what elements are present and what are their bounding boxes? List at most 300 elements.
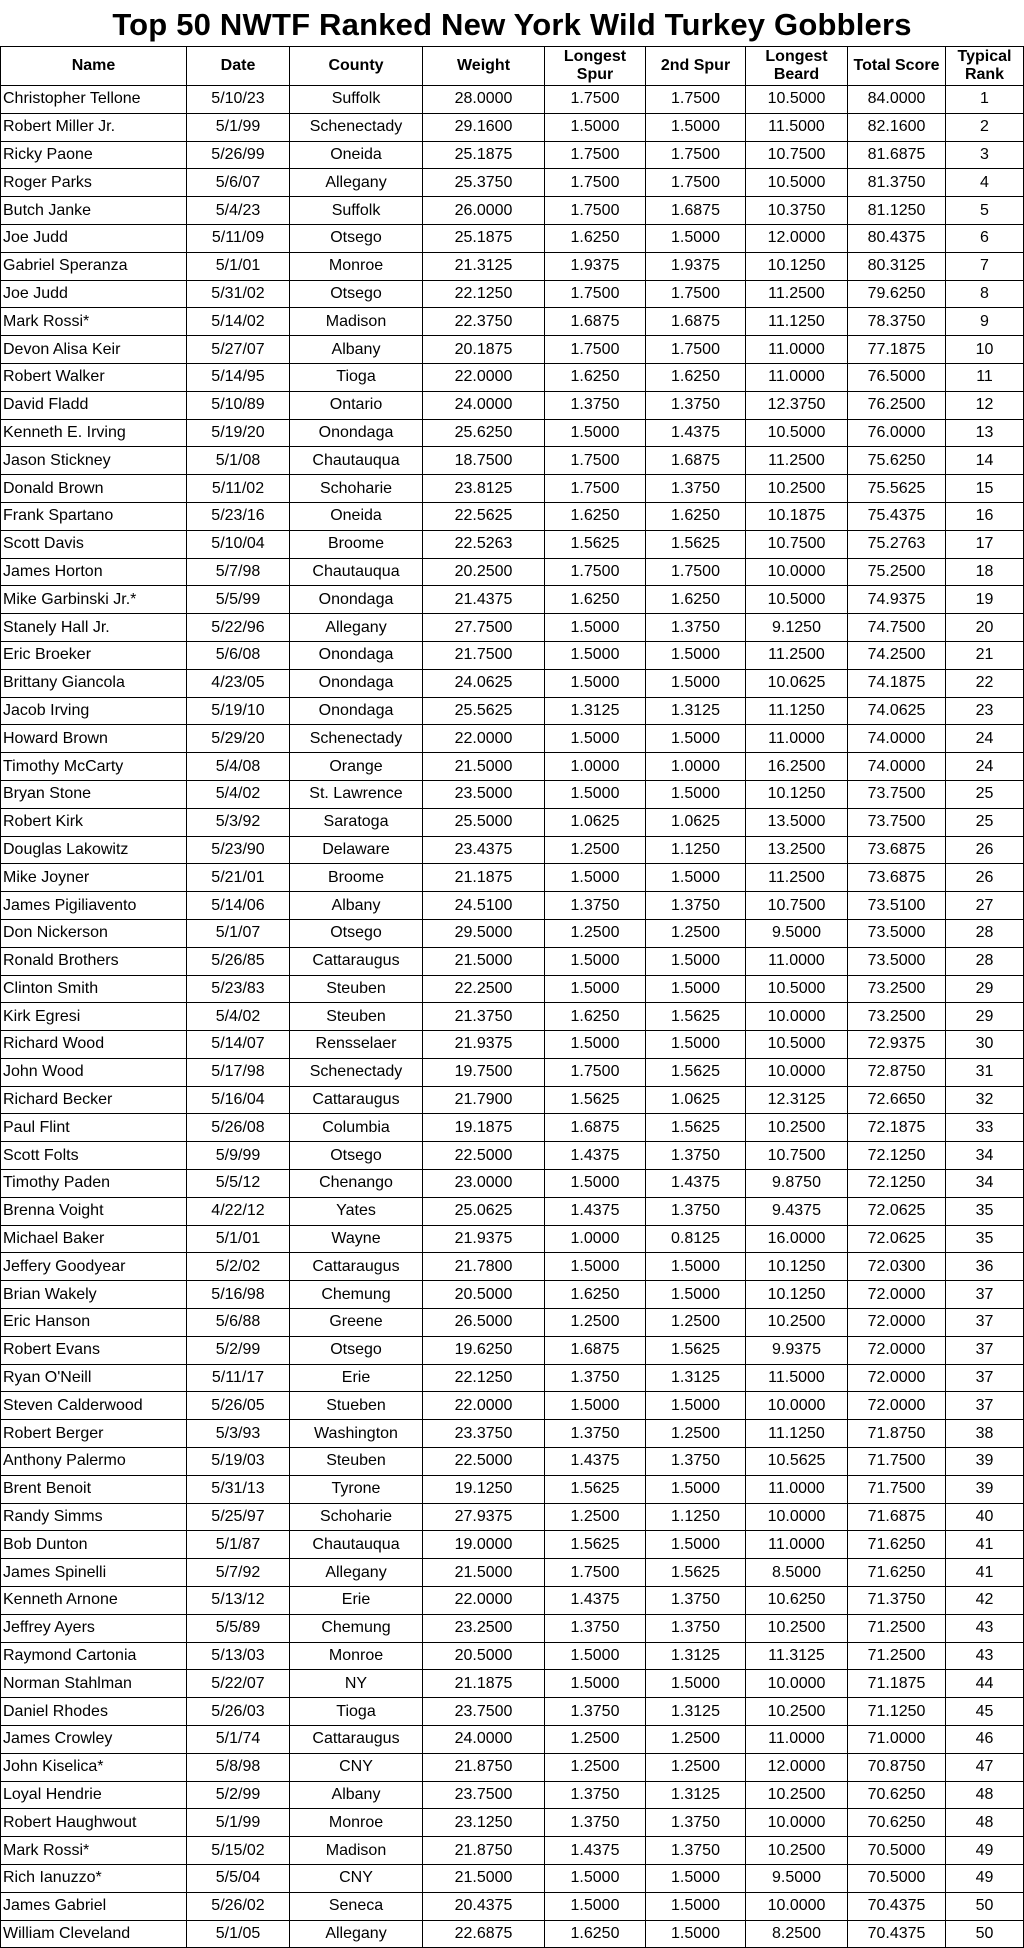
cell-name: Roger Parks xyxy=(1,169,187,197)
cell-longest-spur: 1.5000 xyxy=(545,725,646,753)
cell-2nd-spur: 1.5000 xyxy=(646,1475,746,1503)
cell-weight: 20.1875 xyxy=(423,336,545,364)
cell-total-score: 72.0000 xyxy=(848,1364,946,1392)
cell-county: Monroe xyxy=(290,1809,423,1837)
cell-county: Cattaraugus xyxy=(290,1726,423,1754)
cell-weight: 25.1875 xyxy=(423,141,545,169)
table-row xyxy=(1,1753,1024,1781)
cell-name: James Pigiliavento xyxy=(1,892,187,920)
cell-2nd-spur: 1.5625 xyxy=(646,530,746,558)
cell-total-score: 75.6250 xyxy=(848,447,946,475)
cell-weight: 22.0000 xyxy=(423,1587,545,1615)
cell-longest-beard: 10.2500 xyxy=(746,1614,848,1642)
cell-county: Suffolk xyxy=(290,86,423,114)
cell-date: 5/14/06 xyxy=(187,892,290,920)
table-row xyxy=(1,224,1024,252)
cell-typical-rank: 37 xyxy=(946,1392,1024,1420)
cell-longest-beard: 9.4375 xyxy=(746,1197,848,1225)
cell-county: Allegany xyxy=(290,1920,423,1948)
table-row xyxy=(1,1531,1024,1559)
column-header-typical-rank: Typical Rank xyxy=(946,47,1024,86)
cell-longest-spur: 1.7500 xyxy=(545,141,646,169)
cell-county: Onondaga xyxy=(290,641,423,669)
cell-typical-rank: 50 xyxy=(946,1920,1024,1948)
cell-weight: 21.5000 xyxy=(423,947,545,975)
cell-longest-beard: 10.5000 xyxy=(746,86,848,114)
cell-total-score: 73.5000 xyxy=(848,919,946,947)
cell-name: Robert Evans xyxy=(1,1336,187,1364)
cell-weight: 22.5625 xyxy=(423,502,545,530)
cell-date: 5/14/02 xyxy=(187,308,290,336)
cell-longest-spur: 1.2500 xyxy=(545,1753,646,1781)
cell-county: Monroe xyxy=(290,1642,423,1670)
cell-county: NY xyxy=(290,1670,423,1698)
table-row xyxy=(1,530,1024,558)
cell-total-score: 71.1875 xyxy=(848,1670,946,1698)
cell-date: 5/2/99 xyxy=(187,1781,290,1809)
cell-weight: 23.2500 xyxy=(423,1614,545,1642)
cell-typical-rank: 7 xyxy=(946,252,1024,280)
cell-2nd-spur: 1.5000 xyxy=(646,1670,746,1698)
cell-longest-beard: 10.0000 xyxy=(746,1003,848,1031)
cell-longest-beard: 10.0000 xyxy=(746,1809,848,1837)
table-row xyxy=(1,1865,1024,1893)
table-row xyxy=(1,864,1024,892)
cell-typical-rank: 32 xyxy=(946,1086,1024,1114)
cell-total-score: 74.0000 xyxy=(848,753,946,781)
cell-typical-rank: 34 xyxy=(946,1170,1024,1198)
table-row xyxy=(1,558,1024,586)
cell-longest-spur: 1.5625 xyxy=(545,1531,646,1559)
cell-typical-rank: 44 xyxy=(946,1670,1024,1698)
table-row xyxy=(1,1003,1024,1031)
cell-weight: 24.0000 xyxy=(423,1726,545,1754)
table-row xyxy=(1,586,1024,614)
header-row xyxy=(1,47,1024,86)
table-row xyxy=(1,1503,1024,1531)
cell-typical-rank: 42 xyxy=(946,1587,1024,1615)
cell-name: Rich Ianuzzo* xyxy=(1,1865,187,1893)
cell-longest-spur: 1.5000 xyxy=(545,947,646,975)
cell-2nd-spur: 1.3750 xyxy=(646,391,746,419)
column-header-2nd-spur: 2nd Spur xyxy=(646,47,746,86)
cell-weight: 23.8125 xyxy=(423,475,545,503)
cell-2nd-spur: 1.0000 xyxy=(646,753,746,781)
cell-county: Schenectady xyxy=(290,113,423,141)
cell-weight: 29.5000 xyxy=(423,919,545,947)
table-row xyxy=(1,780,1024,808)
cell-weight: 25.6250 xyxy=(423,419,545,447)
cell-2nd-spur: 1.7500 xyxy=(646,86,746,114)
cell-longest-beard: 9.8750 xyxy=(746,1170,848,1198)
cell-county: CNY xyxy=(290,1753,423,1781)
cell-weight: 23.3750 xyxy=(423,1420,545,1448)
cell-name: David Fladd xyxy=(1,391,187,419)
cell-longest-beard: 10.5000 xyxy=(746,169,848,197)
cell-weight: 25.0625 xyxy=(423,1197,545,1225)
cell-date: 5/6/88 xyxy=(187,1309,290,1337)
cell-2nd-spur: 1.2500 xyxy=(646,1420,746,1448)
cell-longest-beard: 11.5000 xyxy=(746,113,848,141)
cell-total-score: 76.5000 xyxy=(848,363,946,391)
cell-longest-beard: 11.3125 xyxy=(746,1642,848,1670)
cell-total-score: 75.4375 xyxy=(848,502,946,530)
cell-name: Robert Miller Jr. xyxy=(1,113,187,141)
page-title: Top 50 NWTF Ranked New York Wild Turkey Gobblers xyxy=(112,7,912,42)
cell-name: Norman Stahlman xyxy=(1,1670,187,1698)
cell-county: Broome xyxy=(290,530,423,558)
cell-2nd-spur: 1.5000 xyxy=(646,1392,746,1420)
cell-2nd-spur: 1.3125 xyxy=(646,1698,746,1726)
cell-longest-beard: 10.1250 xyxy=(746,1253,848,1281)
column-header-total-score: Total Score xyxy=(848,47,946,86)
cell-date: 5/1/87 xyxy=(187,1531,290,1559)
cell-longest-spur: 1.4375 xyxy=(545,1837,646,1865)
cell-weight: 23.1250 xyxy=(423,1809,545,1837)
cell-typical-rank: 37 xyxy=(946,1309,1024,1337)
cell-date: 5/4/02 xyxy=(187,1003,290,1031)
table-row xyxy=(1,141,1024,169)
cell-longest-spur: 1.6250 xyxy=(545,1281,646,1309)
cell-typical-rank: 2 xyxy=(946,113,1024,141)
cell-longest-beard: 10.5000 xyxy=(746,975,848,1003)
cell-date: 5/5/99 xyxy=(187,586,290,614)
cell-weight: 24.0625 xyxy=(423,669,545,697)
cell-longest-spur: 1.6250 xyxy=(545,1003,646,1031)
cell-weight: 21.5000 xyxy=(423,753,545,781)
cell-typical-rank: 26 xyxy=(946,864,1024,892)
table-row xyxy=(1,502,1024,530)
cell-typical-rank: 29 xyxy=(946,1003,1024,1031)
cell-county: Onondaga xyxy=(290,697,423,725)
cell-total-score: 70.5000 xyxy=(848,1865,946,1893)
cell-weight: 28.0000 xyxy=(423,86,545,114)
table-row xyxy=(1,892,1024,920)
cell-longest-spur: 1.5625 xyxy=(545,1475,646,1503)
cell-name: Christopher Tellone xyxy=(1,86,187,114)
cell-name: Mike Garbinski Jr.* xyxy=(1,586,187,614)
cell-typical-rank: 24 xyxy=(946,725,1024,753)
cell-county: Cattaraugus xyxy=(290,1253,423,1281)
cell-longest-beard: 11.1250 xyxy=(746,1420,848,1448)
cell-date: 5/7/92 xyxy=(187,1559,290,1587)
cell-weight: 21.1875 xyxy=(423,864,545,892)
cell-name: Don Nickerson xyxy=(1,919,187,947)
cell-longest-spur: 1.4375 xyxy=(545,1142,646,1170)
cell-name: Robert Walker xyxy=(1,363,187,391)
cell-date: 5/26/99 xyxy=(187,141,290,169)
cell-date: 5/19/20 xyxy=(187,419,290,447)
table-row xyxy=(1,1781,1024,1809)
cell-total-score: 79.6250 xyxy=(848,280,946,308)
cell-name: Scott Davis xyxy=(1,530,187,558)
cell-weight: 22.5000 xyxy=(423,1448,545,1476)
cell-total-score: 71.6250 xyxy=(848,1559,946,1587)
cell-total-score: 72.0300 xyxy=(848,1253,946,1281)
cell-date: 5/16/98 xyxy=(187,1281,290,1309)
cell-longest-beard: 10.0625 xyxy=(746,669,848,697)
cell-county: St. Lawrence xyxy=(290,780,423,808)
cell-2nd-spur: 1.5000 xyxy=(646,947,746,975)
cell-typical-rank: 34 xyxy=(946,1142,1024,1170)
cell-county: Albany xyxy=(290,892,423,920)
cell-name: Bryan Stone xyxy=(1,780,187,808)
cell-longest-spur: 1.5625 xyxy=(545,530,646,558)
cell-2nd-spur: 1.5000 xyxy=(646,1531,746,1559)
cell-name: Jacob Irving xyxy=(1,697,187,725)
cell-county: Greene xyxy=(290,1309,423,1337)
table-row xyxy=(1,1142,1024,1170)
cell-weight: 25.1875 xyxy=(423,224,545,252)
cell-longest-beard: 11.2500 xyxy=(746,447,848,475)
cell-weight: 21.8750 xyxy=(423,1753,545,1781)
cell-longest-beard: 10.7500 xyxy=(746,1142,848,1170)
cell-name: Steven Calderwood xyxy=(1,1392,187,1420)
table-row xyxy=(1,1837,1024,1865)
cell-date: 5/1/07 xyxy=(187,919,290,947)
cell-total-score: 74.1875 xyxy=(848,669,946,697)
cell-typical-rank: 18 xyxy=(946,558,1024,586)
cell-longest-spur: 1.6250 xyxy=(545,363,646,391)
cell-weight: 24.5100 xyxy=(423,892,545,920)
cell-date: 5/1/74 xyxy=(187,1726,290,1754)
cell-2nd-spur: 1.3750 xyxy=(646,475,746,503)
cell-weight: 23.4375 xyxy=(423,836,545,864)
cell-longest-spur: 1.3750 xyxy=(545,1698,646,1726)
cell-longest-spur: 1.5000 xyxy=(545,1892,646,1920)
cell-2nd-spur: 1.5000 xyxy=(646,975,746,1003)
table-row xyxy=(1,1587,1024,1615)
cell-name: Brent Benoit xyxy=(1,1475,187,1503)
cell-name: Gabriel Speranza xyxy=(1,252,187,280)
table-row xyxy=(1,1170,1024,1198)
cell-name: Eric Broeker xyxy=(1,641,187,669)
cell-county: Tioga xyxy=(290,363,423,391)
cell-longest-spur: 1.7500 xyxy=(545,336,646,364)
cell-county: CNY xyxy=(290,1865,423,1893)
cell-weight: 19.7500 xyxy=(423,1058,545,1086)
cell-longest-beard: 10.0000 xyxy=(746,1503,848,1531)
cell-2nd-spur: 1.5625 xyxy=(646,1003,746,1031)
cell-total-score: 74.2500 xyxy=(848,641,946,669)
cell-name: Jeffrey Ayers xyxy=(1,1614,187,1642)
cell-weight: 24.0000 xyxy=(423,391,545,419)
cell-typical-rank: 23 xyxy=(946,697,1024,725)
cell-county: Erie xyxy=(290,1364,423,1392)
cell-county: Steuben xyxy=(290,1003,423,1031)
table-row xyxy=(1,447,1024,475)
cell-date: 5/15/02 xyxy=(187,1837,290,1865)
cell-longest-beard: 11.0000 xyxy=(746,1531,848,1559)
cell-typical-rank: 41 xyxy=(946,1559,1024,1587)
cell-longest-spur: 1.7500 xyxy=(545,447,646,475)
cell-name: Timothy McCarty xyxy=(1,753,187,781)
cell-date: 5/11/02 xyxy=(187,475,290,503)
cell-name: Michael Baker xyxy=(1,1225,187,1253)
table-row xyxy=(1,1726,1024,1754)
cell-longest-spur: 1.5000 xyxy=(545,1392,646,1420)
cell-county: Seneca xyxy=(290,1892,423,1920)
cell-longest-beard: 12.0000 xyxy=(746,1753,848,1781)
cell-county: Madison xyxy=(290,308,423,336)
cell-2nd-spur: 1.6875 xyxy=(646,447,746,475)
cell-date: 5/4/08 xyxy=(187,753,290,781)
cell-date: 5/10/89 xyxy=(187,391,290,419)
cell-typical-rank: 33 xyxy=(946,1114,1024,1142)
cell-longest-spur: 1.5000 xyxy=(545,1865,646,1893)
table-row xyxy=(1,1364,1024,1392)
column-header-county: County xyxy=(290,47,423,86)
cell-county: Broome xyxy=(290,864,423,892)
column-header-name: Name xyxy=(1,47,187,86)
cell-date: 5/8/98 xyxy=(187,1753,290,1781)
cell-name: Joe Judd xyxy=(1,224,187,252)
cell-longest-beard: 9.5000 xyxy=(746,919,848,947)
cell-date: 5/1/01 xyxy=(187,252,290,280)
cell-weight: 21.4375 xyxy=(423,586,545,614)
cell-weight: 19.6250 xyxy=(423,1336,545,1364)
cell-typical-rank: 38 xyxy=(946,1420,1024,1448)
cell-typical-rank: 26 xyxy=(946,836,1024,864)
table-row xyxy=(1,1281,1024,1309)
cell-longest-spur: 1.0625 xyxy=(545,808,646,836)
cell-name: William Cleveland xyxy=(1,1920,187,1948)
cell-county: Otsego xyxy=(290,224,423,252)
cell-2nd-spur: 1.7500 xyxy=(646,141,746,169)
table-row xyxy=(1,169,1024,197)
column-header-longest-spur: Longest Spur xyxy=(545,47,646,86)
cell-longest-beard: 11.0000 xyxy=(746,725,848,753)
cell-date: 5/17/98 xyxy=(187,1058,290,1086)
cell-total-score: 74.7500 xyxy=(848,614,946,642)
cell-longest-spur: 1.3750 xyxy=(545,391,646,419)
cell-county: Orange xyxy=(290,753,423,781)
cell-weight: 21.9375 xyxy=(423,1225,545,1253)
cell-2nd-spur: 1.5625 xyxy=(646,1559,746,1587)
cell-date: 5/6/07 xyxy=(187,169,290,197)
table-row xyxy=(1,1642,1024,1670)
cell-longest-spur: 1.6250 xyxy=(545,586,646,614)
cell-typical-rank: 45 xyxy=(946,1698,1024,1726)
cell-2nd-spur: 1.5000 xyxy=(646,780,746,808)
cell-2nd-spur: 1.5000 xyxy=(646,113,746,141)
cell-weight: 26.0000 xyxy=(423,197,545,225)
cell-total-score: 72.0625 xyxy=(848,1197,946,1225)
cell-date: 5/5/89 xyxy=(187,1614,290,1642)
cell-longest-spur: 1.5000 xyxy=(545,1642,646,1670)
cell-longest-spur: 1.3750 xyxy=(545,892,646,920)
cell-weight: 27.9375 xyxy=(423,1503,545,1531)
cell-total-score: 72.0000 xyxy=(848,1336,946,1364)
cell-name: Devon Alisa Keir xyxy=(1,336,187,364)
cell-date: 5/4/23 xyxy=(187,197,290,225)
cell-2nd-spur: 1.5000 xyxy=(646,669,746,697)
cell-total-score: 71.3750 xyxy=(848,1587,946,1615)
cell-typical-rank: 17 xyxy=(946,530,1024,558)
table-row xyxy=(1,1197,1024,1225)
cell-2nd-spur: 1.0625 xyxy=(646,808,746,836)
cell-total-score: 73.2500 xyxy=(848,1003,946,1031)
cell-name: Raymond Cartonia xyxy=(1,1642,187,1670)
cell-weight: 21.1875 xyxy=(423,1670,545,1698)
cell-longest-beard: 11.0000 xyxy=(746,336,848,364)
cell-total-score: 72.1250 xyxy=(848,1170,946,1198)
cell-2nd-spur: 1.6875 xyxy=(646,197,746,225)
cell-total-score: 75.5625 xyxy=(848,475,946,503)
cell-2nd-spur: 1.5625 xyxy=(646,1058,746,1086)
cell-county: Steuben xyxy=(290,1448,423,1476)
cell-county: Oneida xyxy=(290,502,423,530)
cell-total-score: 80.4375 xyxy=(848,224,946,252)
cell-longest-beard: 10.7500 xyxy=(746,141,848,169)
column-header-date: Date xyxy=(187,47,290,86)
cell-longest-spur: 1.3750 xyxy=(545,1614,646,1642)
cell-2nd-spur: 1.6250 xyxy=(646,502,746,530)
cell-county: Rensselaer xyxy=(290,1031,423,1059)
cell-longest-beard: 11.0000 xyxy=(746,1726,848,1754)
cell-longest-spur: 1.3125 xyxy=(545,697,646,725)
cell-2nd-spur: 1.3750 xyxy=(646,1837,746,1865)
cell-total-score: 71.1250 xyxy=(848,1698,946,1726)
table-row xyxy=(1,1058,1024,1086)
table-row xyxy=(1,1670,1024,1698)
cell-longest-beard: 10.1250 xyxy=(746,780,848,808)
cell-2nd-spur: 1.3750 xyxy=(646,1587,746,1615)
cell-total-score: 73.7500 xyxy=(848,808,946,836)
cell-name: Kenneth Arnone xyxy=(1,1587,187,1615)
cell-typical-rank: 47 xyxy=(946,1753,1024,1781)
cell-county: Schoharie xyxy=(290,475,423,503)
cell-longest-spur: 1.7500 xyxy=(545,1058,646,1086)
cell-longest-beard: 11.0000 xyxy=(746,947,848,975)
cell-2nd-spur: 1.3125 xyxy=(646,697,746,725)
table-row xyxy=(1,280,1024,308)
table-body xyxy=(1,86,1024,1948)
cell-weight: 22.5000 xyxy=(423,1142,545,1170)
cell-total-score: 72.9375 xyxy=(848,1031,946,1059)
cell-name: Mark Rossi* xyxy=(1,1837,187,1865)
cell-typical-rank: 13 xyxy=(946,419,1024,447)
cell-date: 5/14/07 xyxy=(187,1031,290,1059)
cell-weight: 21.5000 xyxy=(423,1559,545,1587)
cell-longest-spur: 1.5000 xyxy=(545,975,646,1003)
cell-county: Onondaga xyxy=(290,419,423,447)
cell-date: 4/22/12 xyxy=(187,1197,290,1225)
cell-date: 5/5/04 xyxy=(187,1865,290,1893)
cell-typical-rank: 28 xyxy=(946,947,1024,975)
cell-typical-rank: 22 xyxy=(946,669,1024,697)
cell-total-score: 71.6250 xyxy=(848,1531,946,1559)
cell-2nd-spur: 1.1250 xyxy=(646,836,746,864)
cell-total-score: 71.7500 xyxy=(848,1448,946,1476)
cell-longest-spur: 1.6250 xyxy=(545,502,646,530)
table-row xyxy=(1,614,1024,642)
cell-typical-rank: 49 xyxy=(946,1865,1024,1893)
cell-name: Daniel Rhodes xyxy=(1,1698,187,1726)
cell-date: 5/26/08 xyxy=(187,1114,290,1142)
table-row xyxy=(1,86,1024,114)
cell-county: Yates xyxy=(290,1197,423,1225)
cell-typical-rank: 35 xyxy=(946,1225,1024,1253)
cell-longest-spur: 1.2500 xyxy=(545,919,646,947)
cell-county: Schoharie xyxy=(290,1503,423,1531)
cell-date: 5/22/07 xyxy=(187,1670,290,1698)
table-row xyxy=(1,1475,1024,1503)
cell-longest-beard: 10.1875 xyxy=(746,502,848,530)
cell-weight: 21.9375 xyxy=(423,1031,545,1059)
cell-name: James Crowley xyxy=(1,1726,187,1754)
cell-2nd-spur: 1.7500 xyxy=(646,169,746,197)
